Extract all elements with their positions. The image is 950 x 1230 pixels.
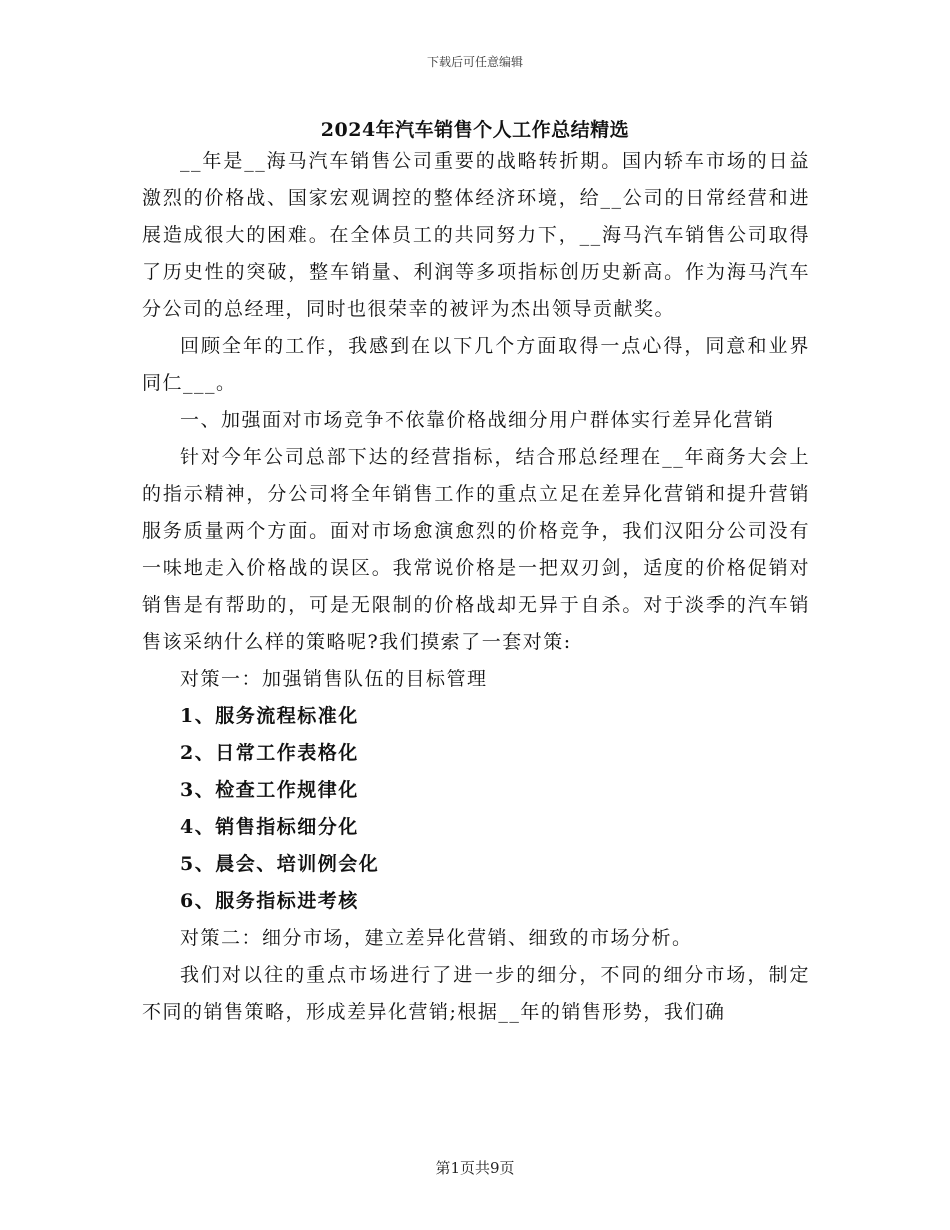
page-indicator: 第1页共9页	[435, 1159, 515, 1177]
list-item: 5、晨会、培训例会化	[180, 853, 380, 875]
paragraph-strategy: 针对今年公司总部下达的经营指标，结合邢总经理在__年商务大会上的指示精神，分公司将全年销售工作的重点立足在差异化营销和提升营销服务质量两个方面。面对市场愈演愈烈的价格竞争，我们汉阳分公司没有一味地走入价格战的误区。我常说价格是一把双刃剑，适度的价格促销对销售是有帮助的，可是无限制的价格战却无异于自杀。对于淡季的汽车销售该采纳什么样的策略呢?我们摸索了一套对策:	[142, 446, 810, 653]
countermeasure-1-heading: 对策一：加强销售队伍的目标管理	[180, 668, 488, 690]
list-item: 4、销售指标细分化	[180, 816, 359, 838]
list-item: 2、日常工作表格化	[180, 742, 359, 764]
document-body	[142, 143, 810, 1031]
paragraph-review: 回顾全年的工作，我感到在以下几个方面取得一点心得，同意和业界同仁___。	[142, 335, 810, 394]
list-item: 6、服务指标进考核	[180, 890, 359, 912]
section-heading-1: 一、加强面对市场竞争不依靠价格战细分用户群体实行差异化营销	[180, 409, 775, 431]
list-item: 3、检查工作规律化	[180, 779, 359, 801]
paragraph-intro: __年是__海马汽车销售公司重要的战略转折期。国内轿车市场的日益激烈的价格战、国家宏观调控的整体经济环境，给__公司的日常经营和进展造成很大的困难。在全体员工的共同努力下，__海马汽车销售公司取得了历史性的突破，整车销量、利润等多项指标创历史新高。作为海马汽车分公司的总经理，同时也很荣幸的被评为杰出领导贡献奖。	[142, 150, 810, 320]
header-note: 下载后可任意编辑	[426, 55, 523, 69]
list-item: 1、服务流程标准化	[180, 705, 359, 727]
paragraph-market-segmentation: 我们对以往的重点市场进行了进一步的细分，不同的细分市场，制定不同的销售策略，形成差异化营销;根据__年的销售形势，我们确	[142, 964, 810, 1023]
countermeasure-2-heading: 对策二：细分市场，建立差异化营销、细致的市场分析。	[180, 927, 693, 949]
document-title: 2024年汽车销售个人工作总结精选	[320, 119, 630, 141]
